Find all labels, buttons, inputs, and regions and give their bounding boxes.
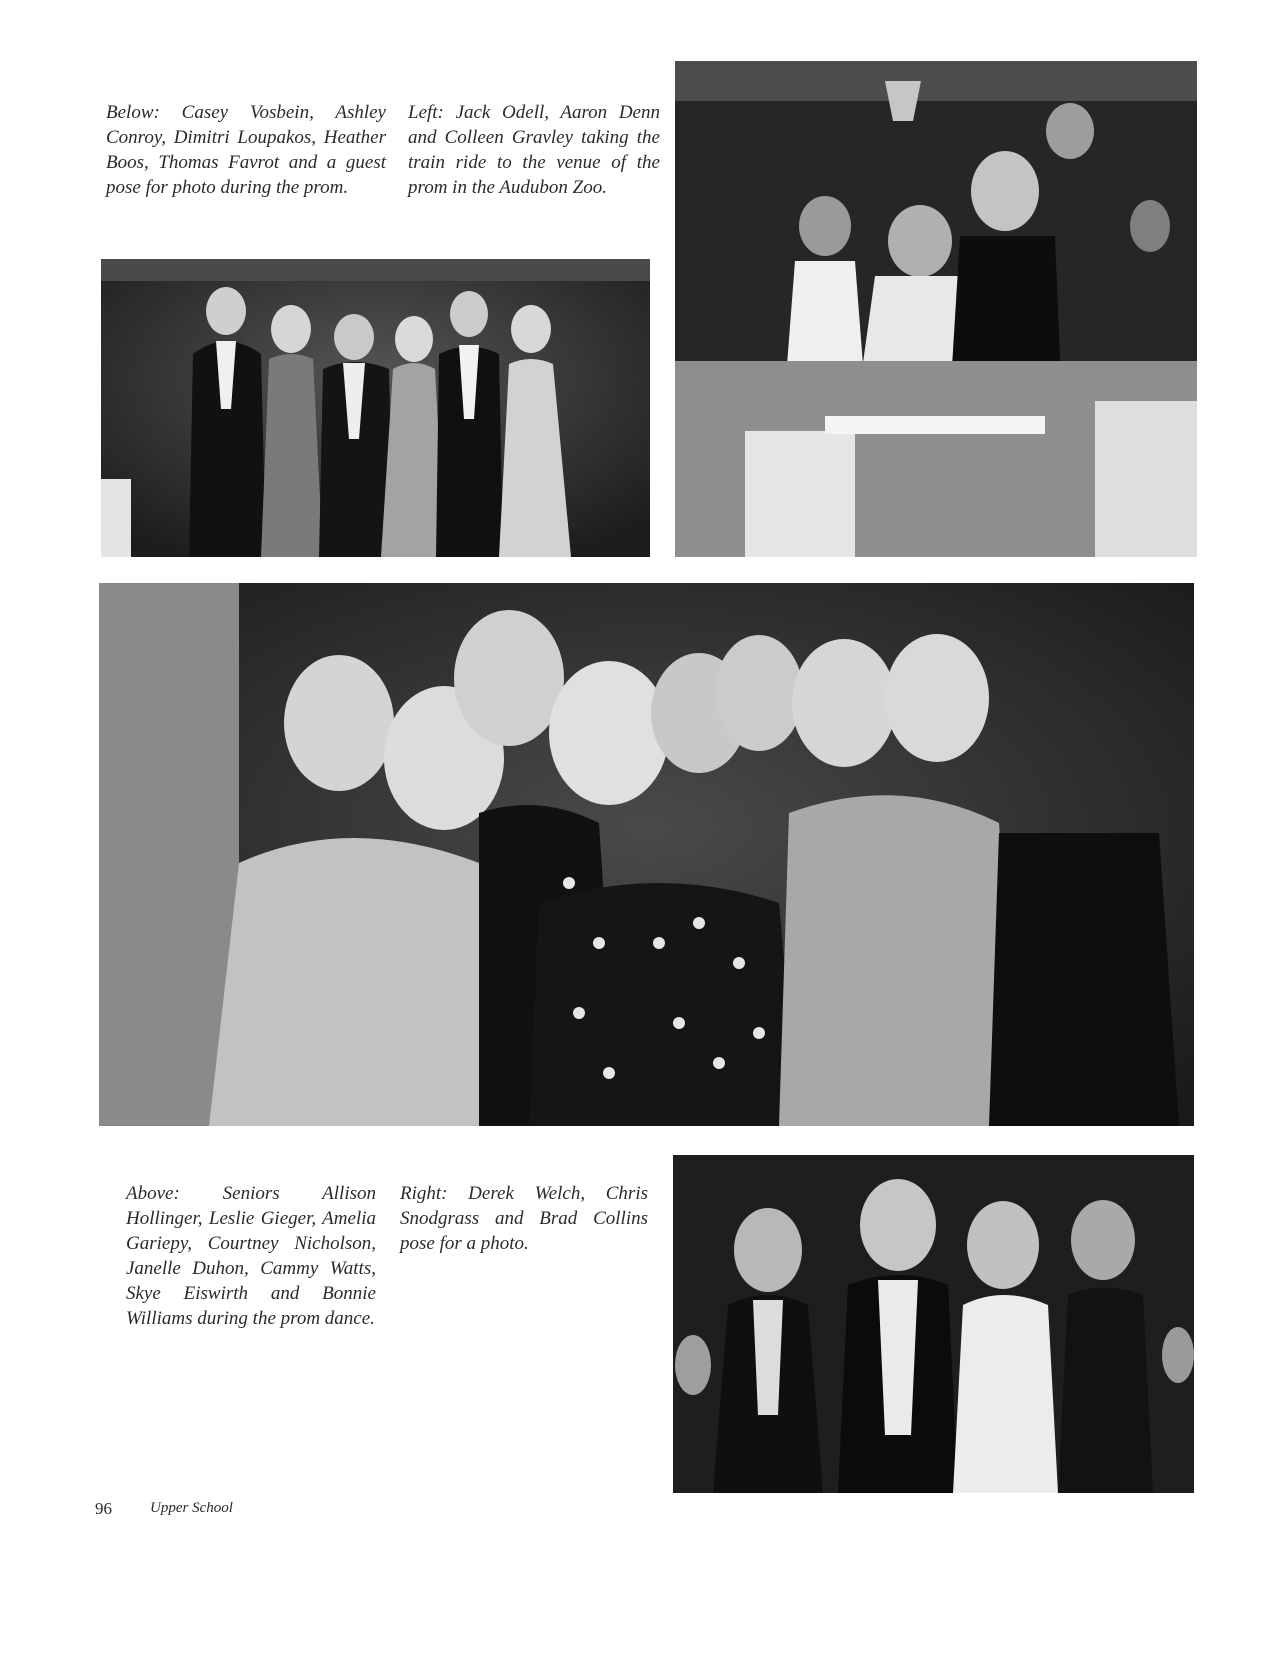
photo-three-guys (673, 1155, 1194, 1493)
section-name: Upper School (150, 1500, 233, 1516)
photo-prom-dance-girls (99, 583, 1194, 1126)
photo-train-ride (675, 61, 1197, 557)
caption-left: Left: Jack Odell, Aaron Denn and Colleen Gravley taking the train ride to the venue of the prom in the Audubon Zoo. (408, 102, 660, 198)
page-number: 96 (95, 1499, 112, 1518)
caption-above: Above: Seniors Allison Hollinger, Leslie Gieger, Amelia Gariepy, Courtney Nicholson, Janelle Duhon, Cammy Watts, Skye Eiswirth and Bonnie Williams during the prom dance. (126, 1183, 376, 1329)
photo-prom-group-six (101, 259, 650, 557)
caption-right: Right: Derek Welch, Chris Snodgrass and Brad Collins pose for a photo. (400, 1183, 648, 1254)
caption-below: Below: Casey Vosbein, Ashley Conroy, Dimitri Loupakos, Heather Boos, Thomas Favrot and a guest pose for photo during the prom. (106, 102, 386, 198)
